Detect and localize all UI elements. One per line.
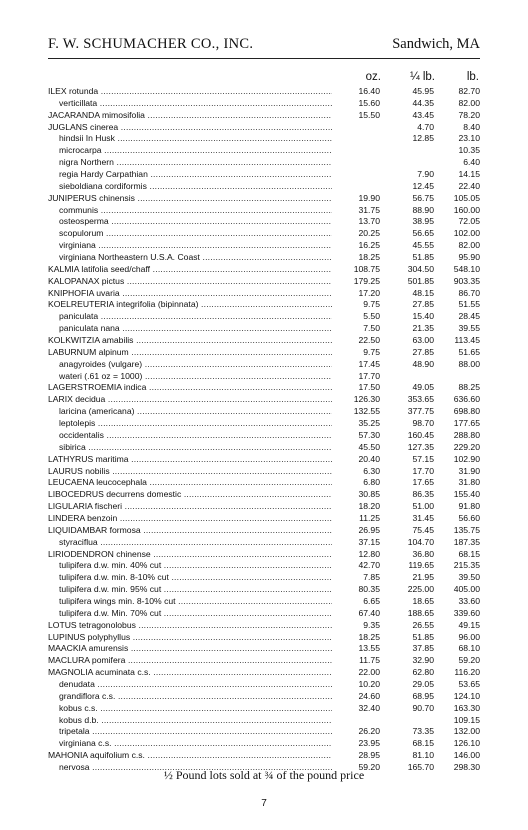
table-row: [48, 442, 480, 454]
species-name: tulipifera d.w. min. 8-10% cut .....: [59, 572, 332, 584]
table-row: [48, 311, 480, 323]
price-oz: 11.75: [359, 655, 380, 666]
price-quarter-lb: 15.40: [412, 311, 434, 322]
table-row: [48, 347, 480, 359]
table-row: [48, 525, 480, 537]
table-row: [48, 110, 480, 122]
price-quarter-lb: 353.65: [407, 394, 434, 405]
species-name: LIQUIDAMBAR formosa .....: [48, 525, 332, 537]
price-lb: 78.20: [458, 109, 480, 120]
species-name: MAGNOLIA acuminata c.s. .....: [48, 667, 332, 679]
table-row: [48, 513, 480, 525]
company-location: Sandwich, MA: [392, 36, 480, 52]
species-name: KOLKWITZIA amabilis .....: [48, 335, 332, 347]
price-oz: 10.20: [358, 678, 380, 689]
price-quarter-lb: 377.75: [407, 406, 434, 417]
table-row: [48, 133, 480, 145]
table-row: [48, 299, 480, 311]
price-lb: 68.10: [458, 643, 480, 654]
price-oz: 9.35: [363, 619, 380, 630]
table-row: [48, 98, 480, 110]
table-row: [48, 489, 480, 501]
price-lb: 109.15: [453, 714, 480, 725]
price-oz: 6.80: [363, 477, 380, 488]
table-row: [48, 288, 480, 300]
price-lb: 116.20: [454, 667, 480, 678]
column-header-lb: lb.: [466, 71, 479, 83]
price-oz: 17.45: [358, 358, 380, 369]
price-lb: 102.90: [453, 453, 480, 464]
company-name: F. W. SCHUMACHER CO., INC.: [48, 36, 254, 52]
table-row: [48, 276, 480, 288]
price-quarter-lb: 37.85: [412, 643, 434, 654]
price-oz: 24.60: [358, 690, 380, 701]
species-name: virginiana .....: [59, 240, 332, 252]
price-quarter-lb: 73.35: [412, 726, 434, 737]
table-row: [48, 371, 480, 383]
species-name: tulipifera d.w. min. 95% cut .....: [59, 584, 332, 596]
species-name: laricina (americana) .....: [59, 406, 332, 418]
species-name: styraciflua .....: [59, 537, 332, 549]
price-quarter-lb: 27.85: [412, 346, 434, 357]
price-lb: 155.40: [453, 489, 480, 500]
price-lb: 96.00: [458, 631, 480, 642]
table-row: [48, 632, 480, 644]
price-lb: 88.00: [458, 358, 480, 369]
species-name: sibirica .....: [59, 442, 332, 454]
price-oz: 9.75: [363, 346, 380, 357]
price-lb: 31.80: [458, 477, 480, 488]
species-name: KOELREUTERIA integrifolia (bipinnata) .....: [48, 299, 332, 311]
price-quarter-lb: 31.45: [412, 512, 434, 523]
price-quarter-lb: 119.65: [408, 560, 434, 571]
price-quarter-lb: 56.75: [412, 192, 434, 203]
species-name: anagyroides (vulgare) .....: [59, 359, 332, 371]
price-oz: 32.40: [358, 702, 380, 713]
price-lb: 405.00: [453, 584, 480, 595]
species-name: grandiflora c.s. .....: [59, 691, 332, 703]
price-lb: 95.90: [458, 252, 480, 263]
table-row: [48, 335, 480, 347]
species-name: nervosa .....: [59, 762, 332, 774]
species-name: LIGULARIA fischeri .....: [48, 501, 332, 513]
price-quarter-lb: 51.85: [412, 252, 434, 263]
price-lb: 698.80: [453, 406, 480, 417]
price-quarter-lb: 63.00: [412, 335, 434, 346]
price-quarter-lb: 188.65: [407, 607, 434, 618]
price-lb: 88.25: [458, 382, 480, 393]
price-quarter-lb: 165.70: [407, 761, 434, 772]
price-oz: 13.55: [358, 643, 380, 654]
species-name: sieboldiana cordiformis .....: [59, 181, 332, 193]
price-quarter-lb: 88.90: [412, 204, 434, 215]
species-name: JUGLANS cinerea .....: [48, 122, 332, 134]
price-lb: 160.00: [453, 204, 480, 215]
price-quarter-lb: 38.95: [412, 216, 434, 227]
table-row: [48, 466, 480, 478]
price-quarter-lb: 304.50: [407, 263, 434, 274]
price-quarter-lb: 68.15: [412, 738, 434, 749]
price-quarter-lb: 48.90: [412, 358, 434, 369]
price-quarter-lb: 21.35: [412, 323, 434, 334]
species-name: MAHONIA aquifolium c.s. .....: [48, 750, 332, 762]
price-oz: 12.80: [358, 548, 380, 559]
price-oz: 18.20: [358, 501, 380, 512]
price-quarter-lb: 18.65: [412, 595, 434, 606]
price-oz: 17.50: [358, 382, 380, 393]
table-row: [48, 691, 480, 703]
price-oz: 26.20: [358, 726, 380, 737]
table-row: [48, 715, 480, 727]
price-quarter-lb: 17.70: [412, 465, 434, 476]
species-name: KNIPHOFIA uvaria .....: [48, 288, 332, 300]
species-name: JUNIPERUS chinensis .....: [48, 193, 332, 205]
price-lb: 22.40: [458, 180, 480, 191]
species-name: leptolepis .....: [59, 418, 332, 430]
species-name: KALOPANAX pictus .....: [48, 276, 332, 288]
table-row: [48, 323, 480, 335]
price-lb: 39.55: [458, 323, 480, 334]
table-row: [48, 643, 480, 655]
table-row: [48, 216, 480, 228]
species-name: osteosperma .....: [59, 216, 332, 228]
price-quarter-lb: 90.70: [412, 702, 434, 713]
price-quarter-lb: 4.70: [417, 121, 434, 132]
header-rule: [48, 58, 480, 59]
table-row: [48, 205, 480, 217]
species-name: LAURUS nobilis .....: [48, 466, 332, 478]
table-row: [48, 584, 480, 596]
price-oz: 126.30: [353, 394, 380, 405]
price-oz: 16.25: [358, 240, 380, 251]
price-lb: 39.50: [458, 572, 480, 583]
table-row: [48, 738, 480, 750]
species-name: verticillata .....: [59, 98, 332, 110]
price-quarter-lb: 43.45: [412, 109, 434, 120]
price-lb: 229.20: [453, 441, 480, 452]
price-oz: 7.85: [363, 572, 380, 583]
price-oz: 179.25: [353, 275, 380, 286]
table-row: [48, 560, 480, 572]
price-lb: 903.35: [453, 275, 480, 286]
species-name: paniculata .....: [59, 311, 332, 323]
price-lb: 49.15: [458, 619, 480, 630]
price-lb: 8.40: [463, 121, 480, 132]
footer-note: ½ Pound lots sold at ¾ of the pound price: [163, 768, 365, 782]
price-oz: 67.40: [358, 607, 380, 618]
price-quarter-lb: 51.85: [412, 631, 434, 642]
price-lb: 105.05: [453, 192, 480, 203]
species-name: tulipifera d.w. min. 40% cut .....: [59, 560, 332, 572]
price-lb: 163.30: [453, 702, 480, 713]
price-quarter-lb: 98.70: [412, 418, 434, 429]
price-lb: 339.60: [453, 607, 480, 618]
price-quarter-lb: 17.65: [412, 477, 434, 488]
price-quarter-lb: 62.80: [412, 667, 434, 678]
price-quarter-lb: 12.45: [412, 180, 434, 191]
price-lb: 86.70: [458, 287, 480, 298]
price-oz: 132.55: [353, 406, 380, 417]
species-name: wateri (.61 oz = 1000) .....: [59, 371, 332, 383]
price-lb: 28.45: [458, 311, 480, 322]
species-name: LINDERA benzoin .....: [48, 513, 332, 525]
price-lb: 177.65: [453, 418, 480, 429]
price-oz: 17.70: [358, 370, 380, 381]
price-lb: 215.35: [453, 560, 480, 571]
species-name: tulipifera wings min. 8-10% cut .....: [59, 596, 332, 608]
table-row: [48, 750, 480, 762]
table-row: [48, 86, 480, 98]
table-row: [48, 679, 480, 691]
price-oz: 17.20: [358, 287, 380, 298]
species-name: tripetala .....: [59, 726, 332, 738]
price-quarter-lb: 44.35: [412, 97, 434, 108]
price-lb: 56.60: [458, 512, 480, 523]
price-lb: 636.60: [453, 394, 480, 405]
species-name: KALMIA latifolia seed/chaff .....: [48, 264, 332, 276]
table-row: [48, 157, 480, 169]
price-oz: 42.70: [358, 560, 380, 571]
species-name: MAACKIA amurensis .....: [48, 643, 332, 655]
species-name: hindsii In Husk .....: [59, 133, 332, 145]
column-header-quarter-lb: ¼ lb.: [410, 71, 435, 83]
table-row: [48, 667, 480, 679]
price-lb: 187.35: [453, 536, 480, 547]
price-oz: 31.75: [358, 204, 380, 215]
table-row: [48, 122, 480, 134]
species-name: denudata .....: [59, 679, 332, 691]
price-quarter-lb: 160.45: [407, 429, 434, 440]
price-lb: 6.40: [463, 157, 480, 168]
species-name: scopulorum .....: [59, 228, 332, 240]
table-row: [48, 359, 480, 371]
price-lb: 288.80: [453, 429, 480, 440]
column-header-oz: oz.: [365, 71, 381, 83]
price-lb: 132.00: [453, 726, 480, 737]
price-quarter-lb: 12.85: [412, 133, 434, 144]
price-lb: 113.45: [454, 335, 480, 346]
price-quarter-lb: 57.15: [412, 453, 434, 464]
price-oz: 35.25: [358, 418, 380, 429]
price-quarter-lb: 48.15: [412, 287, 434, 298]
price-lb: 51.65: [458, 346, 480, 357]
table-row: [48, 726, 480, 738]
price-oz: 108.75: [353, 263, 380, 274]
table-row: [48, 240, 480, 252]
price-quarter-lb: 104.70: [407, 536, 434, 547]
price-oz: 16.40: [358, 86, 380, 96]
species-name: virginiana c.s. .....: [59, 738, 332, 750]
price-quarter-lb: 45.55: [412, 240, 434, 251]
price-oz: 28.95: [358, 750, 380, 761]
price-lb: 298.30: [453, 761, 480, 772]
price-quarter-lb: 49.05: [412, 382, 434, 393]
price-oz: 18.25: [358, 631, 380, 642]
species-name: kobus d.b. .....: [59, 715, 332, 727]
price-lb: 59.20: [458, 655, 480, 666]
price-lb: 14.15: [458, 169, 480, 180]
price-quarter-lb: 27.85: [412, 299, 434, 310]
table-row: [48, 477, 480, 489]
price-oz: 30.85: [358, 489, 380, 500]
table-row: [48, 228, 480, 240]
price-quarter-lb: 36.80: [412, 548, 434, 559]
price-quarter-lb: 225.00: [407, 584, 434, 595]
price-oz: 18.25: [358, 252, 380, 263]
price-quarter-lb: 51.00: [412, 501, 434, 512]
price-oz: 19.90: [358, 192, 380, 203]
price-lb: 10.35: [458, 145, 480, 156]
table-row: [48, 418, 480, 430]
species-name: nigra Northern .....: [59, 157, 332, 169]
price-oz: 20.40: [358, 453, 380, 464]
price-lb: 126.10: [453, 738, 480, 749]
price-lb: 68.15: [458, 548, 480, 559]
species-name: LOTUS tetragonolobus .....: [48, 620, 332, 632]
species-name: microcarpa .....: [59, 145, 332, 157]
table-row: [48, 655, 480, 667]
table-row: [48, 549, 480, 561]
price-oz: 59.20: [358, 761, 380, 772]
price-oz: 6.30: [363, 465, 380, 476]
species-name: LIRIODENDRON chinense .....: [48, 549, 332, 561]
table-row: [48, 454, 480, 466]
table-row: [48, 406, 480, 418]
species-name: MACLURA pomifera .....: [48, 655, 332, 667]
species-name: virginiana Northeastern U.S.A. Coast .....: [59, 252, 332, 264]
price-oz: 23.95: [358, 738, 380, 749]
table-row: [48, 537, 480, 549]
price-lb: 135.75: [453, 524, 480, 535]
species-name: LEUCAENA leucocephala .....: [48, 477, 332, 489]
species-name: ILEX rotunda .....: [48, 86, 332, 98]
price-lb: 124.10: [453, 690, 480, 701]
price-lb: 91.80: [458, 501, 480, 512]
price-quarter-lb: 75.45: [412, 524, 434, 535]
species-name: communis .....: [59, 205, 332, 217]
price-oz: 22.00: [358, 667, 380, 678]
price-oz: 57.30: [358, 429, 380, 440]
species-name: LABURNUM alpinum .....: [48, 347, 332, 359]
table-row: [48, 572, 480, 584]
price-lb: 146.00: [453, 750, 480, 761]
price-quarter-lb: 7.90: [417, 169, 434, 180]
table-row: [48, 145, 480, 157]
table-row: [48, 193, 480, 205]
price-quarter-lb: 81.10: [412, 750, 434, 761]
price-oz: 5.50: [363, 311, 380, 322]
price-table: [48, 86, 480, 774]
price-oz: 11.25: [359, 512, 380, 523]
price-quarter-lb: 127.35: [407, 441, 434, 452]
table-row: [48, 264, 480, 276]
table-row: [48, 703, 480, 715]
price-oz: 9.75: [363, 299, 380, 310]
price-lb: 82.00: [458, 240, 480, 251]
price-lb: 82.70: [458, 86, 480, 96]
price-quarter-lb: 86.35: [412, 489, 434, 500]
table-row: [48, 252, 480, 264]
price-lb: 72.05: [458, 216, 480, 227]
species-name: tulipifera d.w. Min. 70% cut .....: [59, 608, 332, 620]
species-name: kobus c.s. .....: [59, 703, 332, 715]
table-row: [48, 169, 480, 181]
price-oz: 15.50: [358, 109, 380, 120]
species-name: LARIX decidua .....: [48, 394, 332, 406]
price-quarter-lb: 29.05: [412, 678, 434, 689]
species-name: regia Hardy Carpathian .....: [59, 169, 332, 181]
price-oz: 45.50: [358, 441, 380, 452]
price-lb: 51.55: [458, 299, 480, 310]
price-lb: 102.00: [453, 228, 480, 239]
table-row: [48, 382, 480, 394]
page-number: 7: [261, 798, 267, 809]
price-quarter-lb: 501.85: [407, 275, 434, 286]
price-oz: 22.50: [358, 335, 380, 346]
price-oz: 26.95: [358, 524, 380, 535]
table-row: [48, 430, 480, 442]
table-row: [48, 181, 480, 193]
price-quarter-lb: 32.90: [412, 655, 434, 666]
price-quarter-lb: 21.95: [412, 572, 434, 583]
species-name: LATHYRUS maritima .....: [48, 454, 332, 466]
price-oz: 15.60: [358, 97, 380, 108]
price-lb: 548.10: [453, 263, 480, 274]
table-row: [48, 596, 480, 608]
species-name: LUPINUS polyphyllus .....: [48, 632, 332, 644]
price-quarter-lb: 68.95: [412, 690, 434, 701]
price-lb: 23.10: [458, 133, 480, 144]
price-lb: 82.00: [458, 97, 480, 108]
price-quarter-lb: 26.55: [412, 619, 434, 630]
price-oz: 7.50: [363, 323, 380, 334]
table-row: [48, 608, 480, 620]
page-header: [48, 36, 480, 56]
price-oz: 6.65: [363, 595, 380, 606]
table-row: [48, 394, 480, 406]
price-oz: 20.25: [358, 228, 380, 239]
species-name: LAGERSTROEMIA indica .....: [48, 382, 332, 394]
price-oz: 80.35: [358, 584, 380, 595]
price-oz: 37.15: [358, 536, 380, 547]
price-quarter-lb: 56.65: [412, 228, 434, 239]
table-row: [48, 620, 480, 632]
price-oz: 13.70: [358, 216, 380, 227]
table-row: [48, 501, 480, 513]
species-name: JACARANDA mimosifolia .....: [48, 110, 332, 122]
species-name: paniculata nana .....: [59, 323, 332, 335]
price-lb: 33.60: [458, 595, 480, 606]
price-quarter-lb: 45.95: [412, 86, 434, 96]
species-name: LIBOCEDRUS decurrens domestic .....: [48, 489, 332, 501]
species-name: occidentalis .....: [59, 430, 332, 442]
price-lb: 31.90: [458, 465, 480, 476]
price-lb: 53.65: [458, 678, 480, 689]
